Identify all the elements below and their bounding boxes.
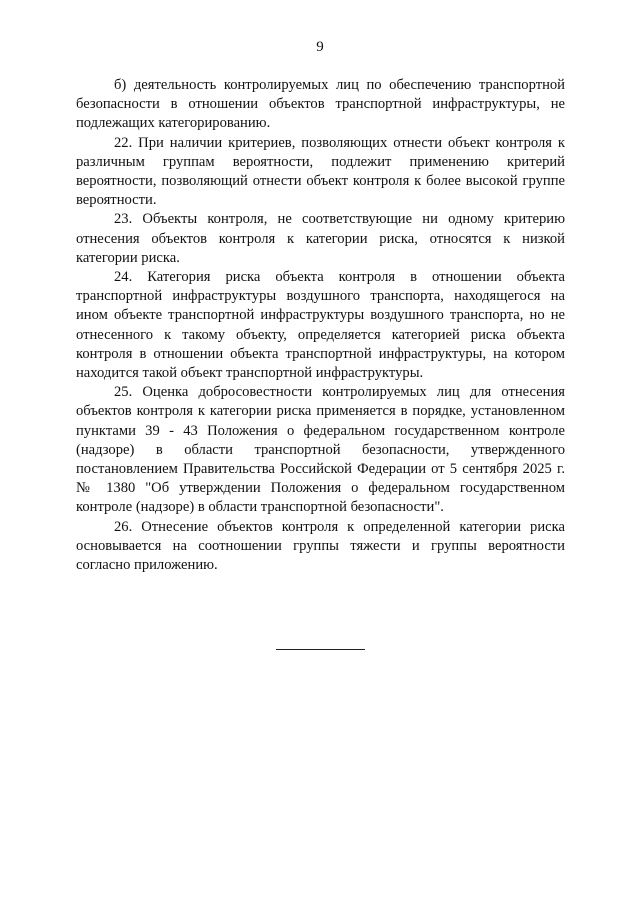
paragraph-25: 25. Оценка добросовестности контролируемых лиц для отнесения объектов контроля к категории риска применяется в порядке, установленном пунктами 39 - 43 Положения о федеральном государственном контроле (надзоре) в области транспортной безопасности, утвержденного постановлением Правительства Российской Федерации от 5 сентября 2025 г. № 1380 "Об утверждении Положения о федеральном государственном контроле (надзоре) в области транспортной безопасности". — [76, 384, 565, 516]
paragraph-b-activity: б) деятельность контролируемых лиц по обеспечению транспортной безопасности в отношении объектов транспортной инфраструктуры, не подлежащих категорированию. — [76, 77, 565, 132]
paragraph-23: 23. Объекты контроля, не соответствующие ни одному критерию отнесения объектов контроля к категории риска, относятся к низкой категории риска. — [76, 211, 565, 266]
paragraph-24: 24. Категория риска объекта контроля в отношении объекта транспортной инфраструктуры воздушного транспорта, находящегося на ином объекте транспортной инфраструктуры воздушного транспорта, но не отнесенного к такому объекту, определяется категорией риска объекта контроля в отношении объекта транспортной инфраструктуры, на котором находится такой объект транспортной инфраструктуры. — [76, 269, 565, 382]
paragraph-22: 22. При наличии критериев, позволяющих отнести объект контроля к различным группам вероятности, подлежит применению критерий вероятности, позволяющий отнести объект контроля к более высокой группе вероятности. — [76, 134, 565, 209]
document-body — [76, 76, 565, 575]
end-of-document-rule — [276, 649, 365, 650]
paragraph-26: 26. Отнесение объектов контроля к определенной категории риска основывается на соотношении группы тяжести и группы вероятности согласно приложению. — [76, 518, 565, 574]
page-number: 9 — [316, 39, 324, 55]
